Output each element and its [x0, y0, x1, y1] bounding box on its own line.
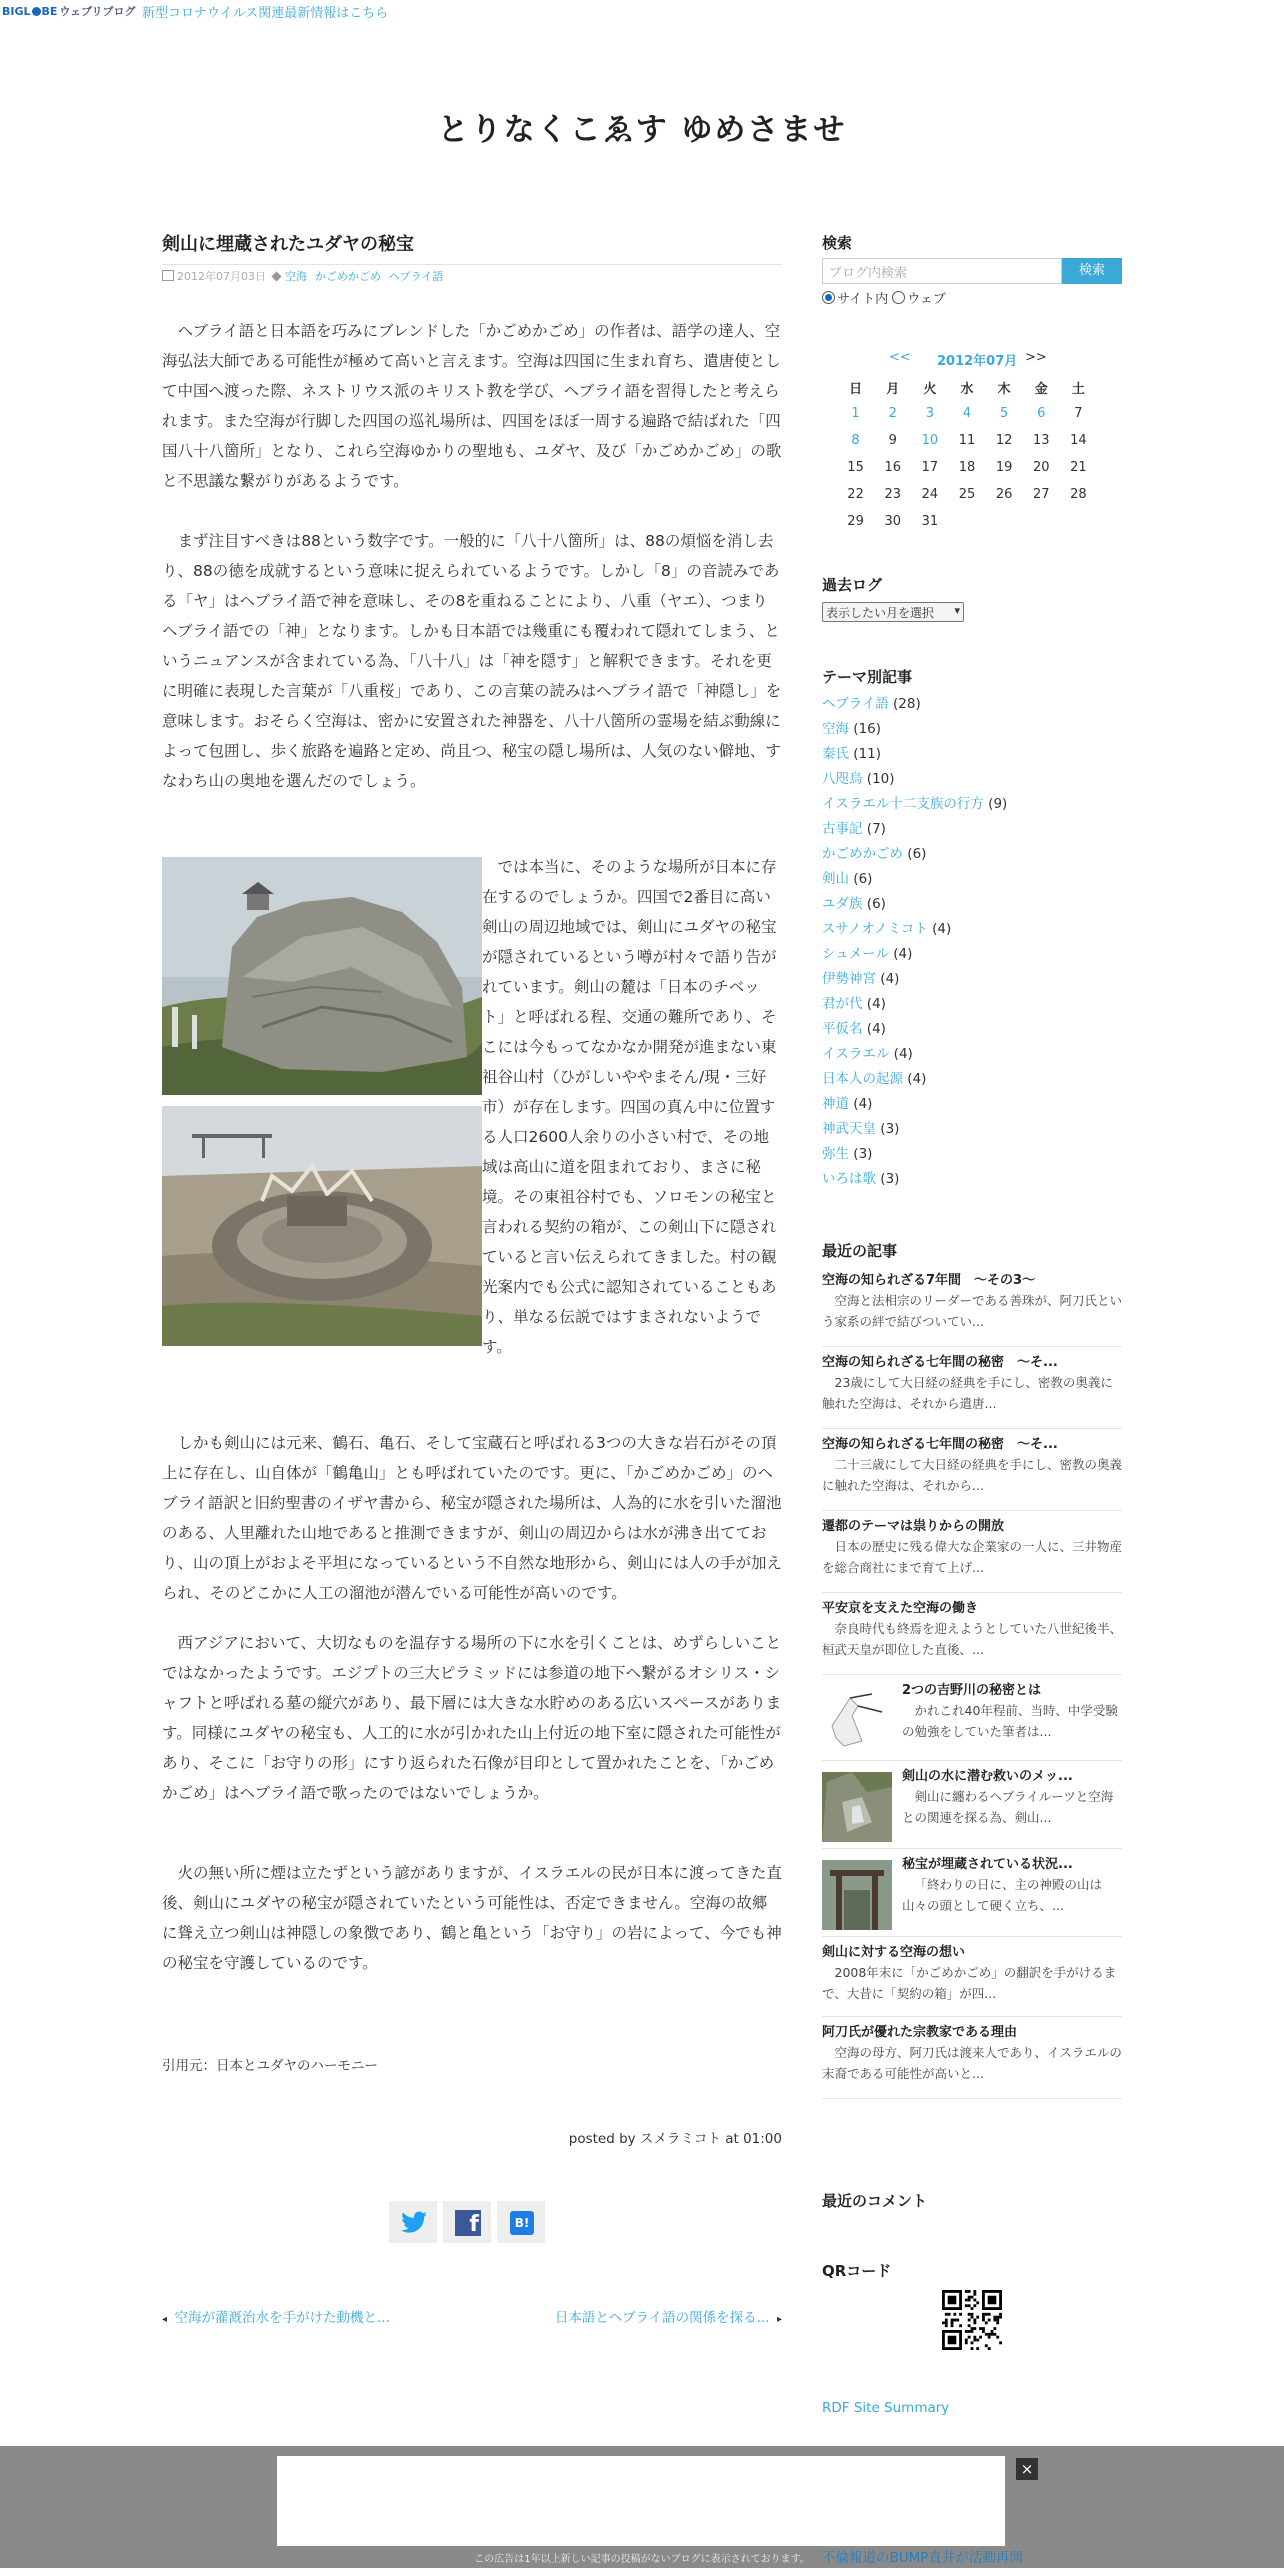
theme-count: (9): [988, 796, 1008, 812]
category-link[interactable]: 空海: [285, 270, 307, 283]
calendar-day-label: 27: [1033, 487, 1050, 502]
recent-post-excerpt: 23歳にして大日経の経典を手にし、密教の奥義に触れた空海は、それから遣唐...: [822, 1375, 1113, 1411]
ad-banner[interactable]: [277, 2456, 1005, 2546]
twitter-bird-icon: [389, 2201, 437, 2243]
calendar-icon: [162, 270, 174, 281]
theme-count: (4): [866, 1021, 886, 1037]
theme-link[interactable]: ヘブライ語: [822, 696, 889, 712]
recent-post-title[interactable]: 遷都のテーマは祟りからの開放: [822, 1519, 1005, 1534]
theme-item: [822, 1042, 1007, 1067]
theme-link[interactable]: 神道: [822, 1096, 849, 1112]
archive-heading: 過去ログ: [822, 576, 883, 594]
recent-post-title[interactable]: 阿刀氏が優れた宗教家である理由: [822, 2025, 1018, 2040]
recent-post-title[interactable]: 空海の知られざる7年間 ～その3～: [822, 1273, 1036, 1288]
calendar-day-label: 24: [921, 487, 939, 502]
comments-heading: 最近のコメント: [822, 2192, 928, 2210]
theme-link[interactable]: 剣山: [822, 871, 849, 887]
top-bar: [0, 0, 1284, 22]
calendar-day-label: 12: [995, 433, 1013, 448]
theme-count: (4): [853, 1096, 873, 1112]
theme-item: [822, 892, 1007, 917]
calendar-day: [911, 508, 948, 535]
calendar-day-label: 22: [847, 487, 864, 502]
post-date: 2012年07月03日: [177, 270, 266, 283]
recent-post-excerpt: 日本の歴史に残る偉大な企業家の一人に、三井物産を総合商社にまで育て上げ...: [822, 1539, 1123, 1575]
theme-link[interactable]: 弥生: [822, 1146, 849, 1162]
calendar-day-label: 30: [884, 514, 901, 529]
theme-link[interactable]: 古事記: [822, 821, 863, 837]
theme-link[interactable]: 平仮名: [822, 1021, 863, 1037]
weekday-header: 土: [1071, 381, 1085, 397]
theme-item: [822, 742, 1007, 767]
logo-text-a: BIGL: [2, 5, 31, 18]
theme-item: [822, 967, 1007, 992]
theme-item: [822, 1167, 1007, 1192]
rdf-link[interactable]: RDF Site Summary: [822, 2400, 950, 2416]
recent-post-excerpt: 空海の母方、阿刀氏は渡来人であり、イスラエルの末裔である可能性が高いと...: [822, 2045, 1122, 2081]
calendar-day: [874, 454, 911, 481]
theme-count: (3): [880, 1121, 900, 1137]
weekday-header: 金: [1034, 381, 1048, 397]
recent-post-title[interactable]: 平安京を支えた空海の働き: [822, 1601, 979, 1616]
calendar-day[interactable]: [1023, 400, 1060, 427]
recent-post-item[interactable]: [822, 1354, 1122, 1429]
theme-item: [822, 1067, 1007, 1092]
calendar-day-label: 2: [888, 406, 897, 421]
calendar-day[interactable]: [986, 400, 1023, 427]
recent-post-item[interactable]: [822, 1436, 1122, 1511]
calendar-day: [1060, 508, 1097, 535]
calendar-day: [948, 481, 985, 508]
recent-post-item[interactable]: [822, 2024, 1122, 2099]
calendar-day-label: 28: [1070, 487, 1087, 502]
theme-count: (4): [880, 971, 900, 987]
calendar-day: [986, 454, 1023, 481]
theme-count: (11): [853, 746, 882, 762]
calendar-day: [1060, 400, 1097, 427]
calendar-day: [986, 508, 1023, 535]
weekday-header: 水: [960, 381, 974, 397]
qr-code-image: [942, 2290, 1002, 2350]
facebook-icon: f: [455, 2210, 481, 2236]
theme-item: [822, 917, 1007, 942]
theme-link[interactable]: ユダ族: [822, 896, 863, 912]
search-scope: [822, 288, 946, 307]
share-buttons: [389, 2201, 551, 2243]
hatena-bookmark-button[interactable]: [497, 2201, 545, 2243]
theme-count: (6): [853, 871, 873, 887]
calendar-day: [1060, 454, 1097, 481]
calendar-day-label: 6: [1037, 406, 1046, 421]
radio-web[interactable]: [892, 291, 905, 304]
calendar-day: [948, 454, 985, 481]
search-input[interactable]: ブログ内検索: [822, 258, 1062, 284]
biglobe-logo[interactable]: [2, 3, 136, 19]
chevron-right-icon: ▸: [773, 2314, 782, 2325]
theme-link[interactable]: いろは歌: [822, 1171, 876, 1187]
theme-item: [822, 1092, 1007, 1117]
archive-month-select[interactable]: [822, 602, 964, 622]
theme-item: [822, 717, 1007, 742]
theme-item: [822, 942, 1007, 967]
calendar-day[interactable]: [837, 400, 874, 427]
calendar-day: [911, 481, 948, 508]
ad-close-button[interactable]: ×: [1016, 2458, 1038, 2480]
theme-link[interactable]: 秦氏: [822, 746, 849, 762]
theme-item: [822, 767, 1007, 792]
theme-count: (4): [866, 996, 886, 1012]
image-float-spacer: [162, 852, 482, 1342]
calendar-next[interactable]: >>: [1025, 350, 1047, 365]
theme-count: (28): [893, 696, 921, 712]
post-paragraph-text: では本当に、そのような場所が日本に存在するのでしょうか。四国で2番目に高い剣山の周辺地域では、剣山にユダヤの秘宝が隠されているという噂が村々で語り告がれています。剣山の麓は「日本のチベット」と呼ばれる程、交通の難所であり、そこには今もってなかなか開発が進まない東祖谷山村（ひがしいややまそん/現・三好市）が存在します。四国の真ん中に位置する人口2600人余りの小さい村で、その地域は高山に道を阻まれており、まさに秘境。その東祖谷村でも、ソロモンの秘宝と言われる契約の箱が、この剣山下に隠されていると言い伝えられてきました。村の観光案内でも公式に認知されていることもあり、単なる伝説ではすまされないようです。: [482, 858, 777, 1356]
recent-post-title[interactable]: 2つの吉野川の秘密とは: [902, 1683, 1042, 1698]
theme-link[interactable]: 君が代: [822, 996, 863, 1012]
calendar-day[interactable]: [874, 400, 911, 427]
news-link[interactable]: 不倫報道のBUMP直井が活動再開: [822, 2550, 1023, 2566]
category-link[interactable]: かごめかごめ: [315, 270, 381, 283]
calendar-day-label: 18: [958, 460, 976, 475]
theme-list: [822, 692, 1007, 1192]
theme-item: [822, 1017, 1007, 1042]
calendar-day-label: 13: [1033, 433, 1050, 448]
recent-post-title[interactable]: 空海の知られざる七年間の秘密 ～そ...: [822, 1355, 1058, 1370]
calendar-day: [1060, 481, 1097, 508]
weekday-header: 月: [886, 381, 900, 397]
recent-post-title[interactable]: 秘宝が埋蔵されている状況...: [902, 1857, 1073, 1872]
category-link[interactable]: ヘブライ語: [389, 270, 444, 283]
theme-item: [822, 1142, 1007, 1167]
theme-item: [822, 992, 1007, 1017]
theme-count: (6): [866, 896, 886, 912]
calendar-day-label: 8: [851, 433, 860, 448]
recent-heading: 最近の記事: [822, 1242, 898, 1260]
calendar-prev[interactable]: <<: [889, 350, 911, 365]
post-title[interactable]: 剣山に埋蔵されたユダヤの秘宝: [162, 234, 414, 255]
calendar-day: [1023, 508, 1060, 535]
recent-post-thumbnail: [822, 1772, 892, 1842]
logo-subtitle: ウェブリブログ: [59, 5, 136, 18]
recent-post-excerpt: 空海と法相宗のリーダーである善珠が、阿刀氏という家系の絆で結びついてい...: [822, 1293, 1123, 1329]
theme-link[interactable]: 八咫烏: [822, 771, 863, 787]
theme-link[interactable]: 伊勢神宮: [822, 971, 876, 987]
theme-count: (4): [893, 946, 913, 962]
theme-link[interactable]: イスラエル: [822, 1046, 890, 1062]
prev-post-link[interactable]: [162, 2306, 390, 2326]
calendar-day: [874, 481, 911, 508]
search-heading: 検索: [822, 234, 853, 252]
logo-text-b: BE: [41, 5, 58, 18]
calendar-day-label: 16: [884, 460, 901, 475]
calendar-month[interactable]: 2012年07月: [937, 354, 1018, 369]
calendar-day-label: 4: [962, 406, 972, 421]
calendar-day[interactable]: [911, 400, 948, 427]
theme-link[interactable]: イスラエル十二支族の行方: [822, 796, 984, 812]
calendar-day-label: 10: [921, 433, 939, 448]
recent-post-item[interactable]: [822, 1518, 1122, 1593]
recent-post-item[interactable]: [822, 1768, 1122, 1849]
theme-count: (3): [880, 1171, 900, 1187]
next-post-label: 日本語とヘブライ語の関係を探る...: [554, 2310, 770, 2326]
calendar-day-label: 7: [1074, 406, 1083, 421]
recent-post-item[interactable]: [822, 1944, 1122, 2017]
theme-count: (16): [853, 721, 882, 737]
calendar-day-label: 5: [999, 406, 1009, 421]
calendar-day: [1060, 427, 1097, 454]
theme-link[interactable]: スサノオノミコト: [822, 921, 928, 937]
calendar-day-label: 9: [888, 433, 897, 448]
calendar-day-label: 17: [921, 460, 939, 475]
calendar-day[interactable]: [948, 400, 985, 427]
recent-post-item[interactable]: [822, 1272, 1122, 1347]
radio-site-label: サイト内: [837, 292, 889, 307]
radio-site[interactable]: [822, 291, 835, 304]
calendar-day: [986, 481, 1023, 508]
calendar-day-label: 14: [1070, 433, 1087, 448]
calendar-day-label: 29: [847, 514, 864, 529]
theme-item: [822, 792, 1007, 817]
recent-post-excerpt: 2008年末に「かごめかごめ」の翻訳を手がけるまで、大昔に「契約の箱」が四...: [822, 1965, 1117, 2001]
calendar-day: [874, 508, 911, 535]
calendar-day: [1023, 481, 1060, 508]
theme-item: [822, 842, 1007, 867]
theme-count: (10): [866, 771, 895, 787]
search-button[interactable]: 検索: [1062, 258, 1122, 284]
recent-post-title[interactable]: 空海の知られざる七年間の秘密 ～そ...: [822, 1437, 1058, 1452]
post-paragraph: ヘブライ語と日本語を巧みにブレンドした「かごめかごめ」の作者は、語学の達人、空海弘法大師である可能性が極めて高いと言えます。空海は四国に生まれ育ち、遣唐使として中国へ渡った際、ネストリウス派のキリスト教を学び、ヘブライ語を習得したと考えられます。また空海が行脚した四国の巡礼場所は、四国をほぼ一周する遍路で結ばれた「四国八十八箇所」となり、これら空海ゆかりの聖地も、ユダヤ、及び「かごめかごめ」の歌と不思議な繋がりがあるようです。: [162, 322, 782, 490]
theme-item: [822, 867, 1007, 892]
recent-post-item[interactable]: [822, 1600, 1122, 1675]
theme-link[interactable]: 神武天皇: [822, 1121, 876, 1137]
calendar-day: [837, 508, 874, 535]
facebook-share-button[interactable]: [443, 2201, 491, 2243]
calendar-day: [986, 427, 1023, 454]
calendar-grid: [837, 374, 1097, 535]
ad-notice: この広告は1年以上新しい記事の投稿がないブログに表示されております。: [474, 2554, 810, 2565]
covid-notice-link[interactable]: 新型コロナウイルス関連最新情報はこちら: [142, 6, 389, 21]
calendar-day: [948, 508, 985, 535]
calendar-day: [1023, 427, 1060, 454]
post-paragraph: しかも剣山には元来、鶴石、亀石、そして宝蔵石と呼ばれる3つの大きな岩石がその頂上に存在し、山自体が「鶴亀山」とも呼ばれていたのです。更に、「かごめかごめ」のヘブライ語訳と旧約聖書のイザヤ書から、秘宝が隠された場所は、人為的に水を引いた溜池のある、人里離れた山地であると推測できますが、剣山の周辺からは水が沸き出てており、山の頂上がおよそ平坦になっているという不自然な地形から、剣山には人の手が加えられ、そのどこかに人工の溜池が潜んでいる可能性が高いのです。: [162, 1434, 783, 1602]
calendar-day-label: 23: [884, 487, 901, 502]
calendar-day: [874, 427, 911, 454]
recent-post-item[interactable]: [822, 1682, 1122, 1761]
weekday-header: 木: [997, 381, 1011, 397]
calendar-day: [948, 427, 985, 454]
theme-link[interactable]: シュメール: [822, 946, 889, 962]
qr-heading: QRコード: [822, 2262, 892, 2280]
weekday-header: 日: [849, 381, 863, 397]
recent-post-excerpt: 剣山に纏わるヘブライルーツと空海との関連を探る為、剣山...: [902, 1789, 1114, 1825]
themes-heading: テーマ別記事: [822, 668, 913, 686]
recent-post-excerpt: 「終わりの日に、主の神殿の山は山々の頭として硬く立ち、...: [902, 1877, 1103, 1913]
recent-post-excerpt: かれこれ40年程前、当時、中学受験の勉強をしていた筆者は...: [902, 1703, 1118, 1739]
theme-count: (4): [907, 1071, 927, 1087]
theme-count: (4): [893, 1046, 913, 1062]
theme-item: [822, 692, 1007, 717]
recent-post-excerpt: 奈良時代も終焉を迎えようとしていた八世紀後半、桓武天皇が即位した直後、...: [822, 1621, 1123, 1657]
calendar-day-label: 21: [1070, 460, 1087, 475]
calendar-day-label: 3: [925, 406, 934, 421]
next-post-link[interactable]: [555, 2306, 782, 2326]
theme-link[interactable]: 日本人の起源: [822, 1071, 903, 1087]
hatena-icon: B!: [510, 2211, 534, 2235]
calendar-day-label: 11: [958, 433, 976, 448]
calendar-day-label: 1: [851, 406, 860, 421]
calendar-day-label: 26: [995, 487, 1013, 502]
chevron-left-icon: ◂: [162, 2314, 171, 2325]
tag-icon: [271, 271, 281, 281]
recent-post-item[interactable]: [822, 1856, 1122, 1937]
theme-count: (3): [853, 1146, 873, 1162]
calendar-day: [837, 454, 874, 481]
theme-count: (7): [866, 821, 886, 837]
recent-post-excerpt: 二十三歳にして大日経の経典を手にし、密教の奥義に触れた空海は、それから...: [822, 1457, 1123, 1493]
theme-link[interactable]: 空海: [822, 721, 849, 737]
calendar-day-label: 19: [995, 460, 1013, 475]
post-paragraph: 西アジアにおいて、大切なものを温存する場所の下に水を引くことは、めずらしいことではなかったようです。エジプトの三大ピラミッドには参道の地下へ繋がるオシリス・シャフトと呼ばれる墓の縦穴があり、最下層には大きな水貯めのある広いスペースがあります。同様にユダヤの秘宝も、人工的に水が引かれた山上付近の地下室に隠された可能性があり、そこに「お守りの形」にすり返られた石像が目印として置かれたことを、「かごめかごめ」はヘブライ語で歌ったのではないでしょうか。: [162, 1634, 782, 1802]
ad-overlay: [0, 2446, 1284, 2568]
post-paragraph: 火の無い所に煙は立たずという諺がありますが、イスラエルの民が日本に渡ってきた直後、剣山にユダヤの秘宝が隠されていたという可能性は、否定できません。空海の故郷に聳え立つ剣山は神隠しの象徴であり、鶴と亀という「お守り」の岩によって、今でも神の秘宝を守護しているのです。: [162, 1864, 782, 1972]
calendar: [837, 350, 1107, 535]
post-paragraph: [162, 852, 782, 1362]
calendar-day-label: 15: [847, 460, 864, 475]
quote-source: 引用元：日本とユダヤのハーモニー: [162, 2058, 378, 2074]
theme-count: (6): [907, 846, 927, 862]
calendar-day: [1023, 454, 1060, 481]
prev-post-label: 空海が灌漑治水を手がけた動機と...: [174, 2310, 390, 2326]
archive-select-label: 表示したい月を選択: [826, 606, 935, 620]
main-column: [162, 232, 783, 2326]
weekday-header: 火: [923, 381, 937, 397]
theme-count: (4): [932, 921, 952, 937]
twitter-share-button[interactable]: [389, 2201, 437, 2243]
recent-post-title[interactable]: 剣山の水に潜む救いのメッ...: [902, 1769, 1073, 1784]
post-paragraph: まず注目すべきは88という数字です。一般的に「八十八箇所」は、88の煩悩を消し去り、88の徳を成就するという意味に捉えられているようです。しかし「8」の音読みである「ヤ」はヘブライ語で神を意味し、その8を重ねることにより、八重（ヤエ）、つまりヘブライ語での「神」となります。しかも日本語では幾重にも覆われて隠れてしまう、というニュアンスが含まれている為、「八十八」は「神を隠す」と解釈できます。それを更に明確に表現した言葉が「八重桜」であり、この言葉の読みはヘブライ語で「神隠し」を意味します。おそらく空海は、密かに安置された神器を、八十八箇所の霊場を結ぶ動線によって包囲し、歩く旅路を遍路と定め、尚且つ、秘宝の隠し場所は、人気のない僻地、すなわち山の奥地を選んだのでしょう。: [162, 532, 782, 790]
calendar-day[interactable]: [837, 427, 874, 454]
theme-link[interactable]: かごめかごめ: [822, 846, 903, 862]
calendar-day-label: 25: [958, 487, 976, 502]
radio-web-label: ウェブ: [907, 292, 946, 307]
calendar-day: [837, 481, 874, 508]
recent-post-title[interactable]: 剣山に対する空海の想い: [822, 1945, 966, 1960]
calendar-day-label: 20: [1033, 460, 1050, 475]
logo-dot-icon: [32, 7, 41, 16]
posted-by: posted by スメラミコト at 01:00: [568, 2131, 782, 2147]
theme-item: [822, 1117, 1007, 1142]
site-title[interactable]: とりなくこゑす ゆめさませ: [437, 112, 847, 148]
recent-post-thumbnail: [822, 1686, 892, 1756]
calendar-day-label: 31: [921, 514, 939, 529]
calendar-day: [911, 454, 948, 481]
post-meta: [162, 264, 782, 285]
calendar-day[interactable]: [911, 427, 948, 454]
recent-post-thumbnail: [822, 1860, 892, 1930]
theme-item: [822, 817, 1007, 842]
